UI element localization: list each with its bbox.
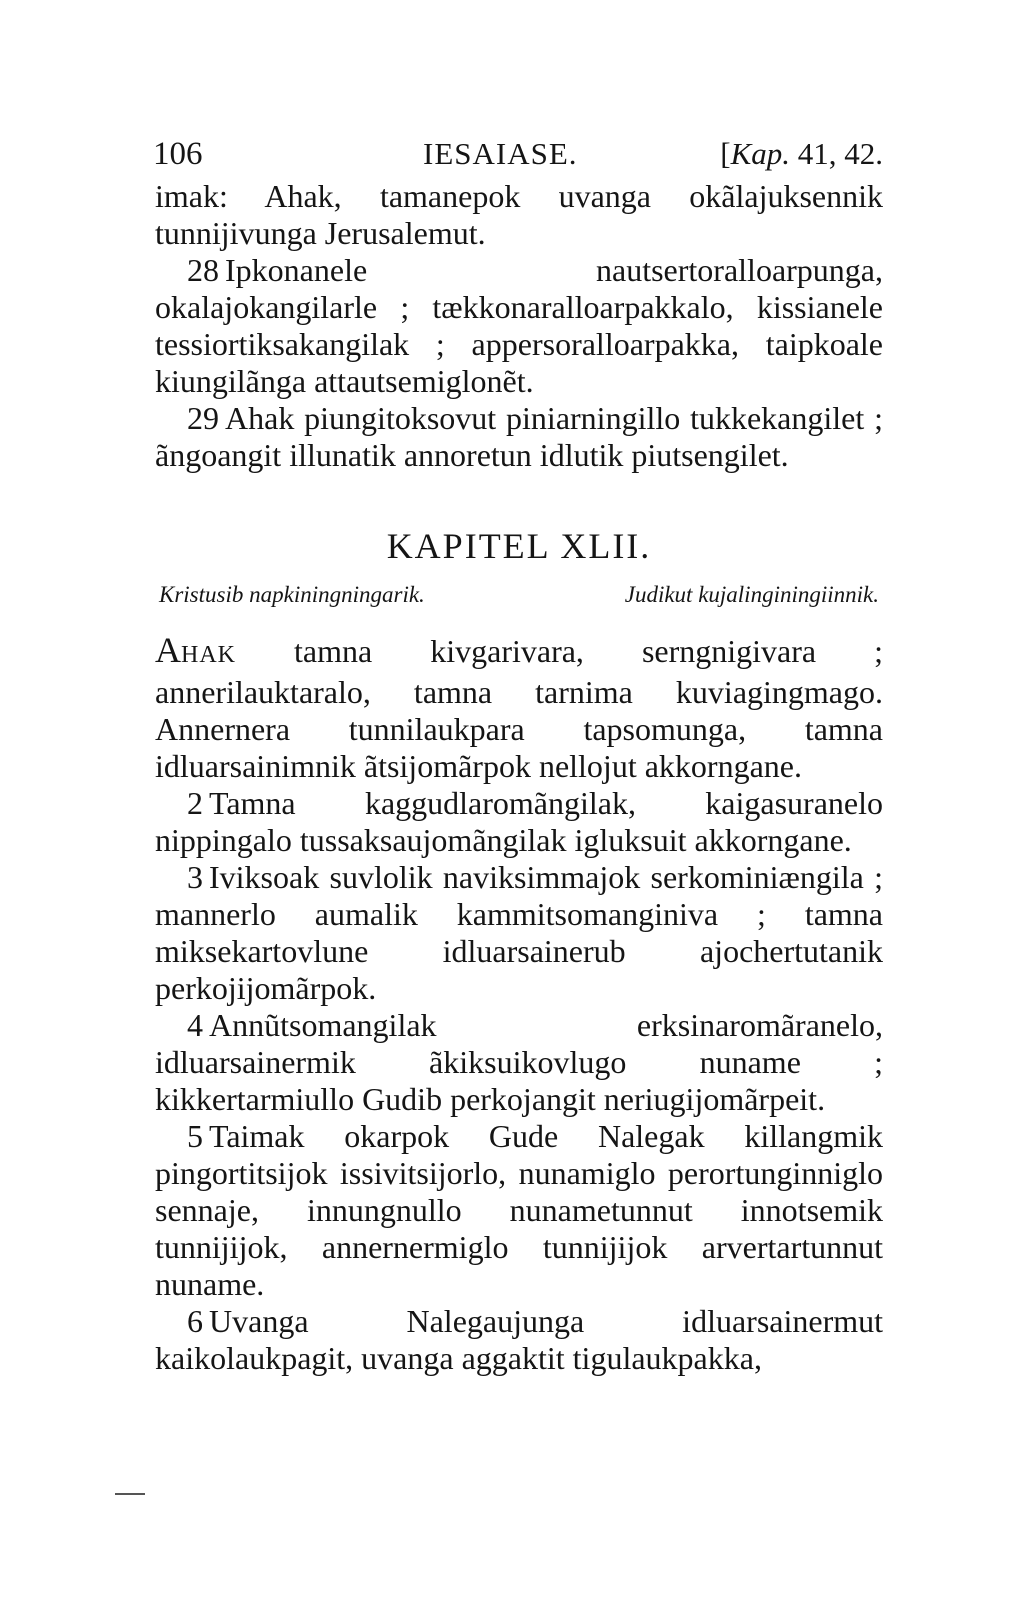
- book-page: [155, 130, 883, 1377]
- verse-29: [155, 400, 883, 474]
- verse-2: [155, 785, 883, 859]
- chapter-heading: KAPITEL XLII.: [386, 526, 652, 566]
- verse-number: 28: [187, 252, 219, 288]
- summary-left: Kristusib napkiningningarik.: [159, 582, 425, 607]
- chapter-summary: [155, 580, 883, 610]
- small-caps: HAK: [181, 642, 236, 668]
- verse-text: imak: Ahak, tamanepok uvanga okãlajuksennik tunnijivunga Jerusalemut.: [155, 178, 883, 251]
- verse-text: Uvanga Nalegaujunga idluarsainermut kaikolaukpagit, uvanga aggaktit tigulaukpakka,: [155, 1303, 883, 1376]
- verse-text: Ipkonanele nautsertoralloarpunga, okalajokangilarle ; tækkonaralloarpakkalo, kissianele tessiortiksakangilak ; appersoralloarpakka, taipkoale kiungilãnga attautsemiglonẽt.: [155, 252, 883, 399]
- verse-6: [155, 1303, 883, 1377]
- verse-text: tamna kivgarivara, serngnigivara ; annerilauktaralo, tamna tarnima kuviagingmago. Annernera tunnilaukpara tapsomunga, tamna idluarsainimnik ãtsijomãrpok nellojut akkorngane.: [155, 633, 883, 784]
- verse-1: [155, 632, 883, 785]
- summary-right: Judikut kujalinginingiinnik.: [624, 582, 879, 607]
- chapter-ref-bracket: [: [720, 136, 731, 171]
- verse-text: Iviksoak suvlolik naviksimmajok serkominiængila ; mannerlo aumalik kammitsomanginiva ; tamna miksekartovlune idluarsainerub ajochertutanik perkojijomãrpok.: [155, 859, 883, 1006]
- chapter-ref-numbers: 41, 42.: [790, 136, 883, 171]
- verse-number: 2: [187, 785, 203, 821]
- verse-number: 4: [187, 1007, 203, 1043]
- continued-text: [155, 178, 883, 474]
- verse-number: 29: [187, 400, 219, 436]
- verse-text: Taimak okarpok Gude Nalegak killangmik pingortitsijok issivitsijorlo, nunamiglo perortunginniglo sennaje, innungnullo nunametunnut innotsemik tunnijijok, annernermiglo tunnijijok arvertartunnut nuname.: [155, 1118, 883, 1302]
- running-head: [155, 130, 883, 178]
- verse-text: Ahak piungitoksovut piniarningillo tukkekangilet ; ãngoangit illunatik annoretun idlutik piutsengilet.: [155, 400, 883, 473]
- verse-text: Tamna kaggudlaromãngilak, kaigasuranelo nippingalo tussaksaujomãngilak igluksuit akkorngane.: [155, 785, 883, 858]
- verse-28: [155, 252, 883, 400]
- verse-27-end: [155, 178, 883, 252]
- chapter-text: [155, 632, 883, 1377]
- verse-number: 6: [187, 1303, 203, 1339]
- verse-number: 5: [187, 1118, 203, 1154]
- verse-number: 3: [187, 859, 203, 895]
- page-number: 106: [153, 136, 203, 172]
- opening-word: [155, 630, 236, 670]
- chapter-reference: [720, 130, 883, 178]
- footer-mark: [115, 1493, 145, 1495]
- verse-4: [155, 1007, 883, 1118]
- book-title: IESAIASE.: [423, 136, 578, 171]
- verse-5: [155, 1118, 883, 1303]
- verse-3: [155, 859, 883, 1007]
- chapter-ref-abbrev: Kap.: [730, 136, 790, 171]
- initial-letter: A: [155, 630, 181, 670]
- verse-text: Annũtsomangilak erksinaromãranelo, idluarsainermik ãkiksuikovlugo nuname ; kikkertarmiullo Gudib perkojangit neriugijomãrpeit.: [155, 1007, 883, 1117]
